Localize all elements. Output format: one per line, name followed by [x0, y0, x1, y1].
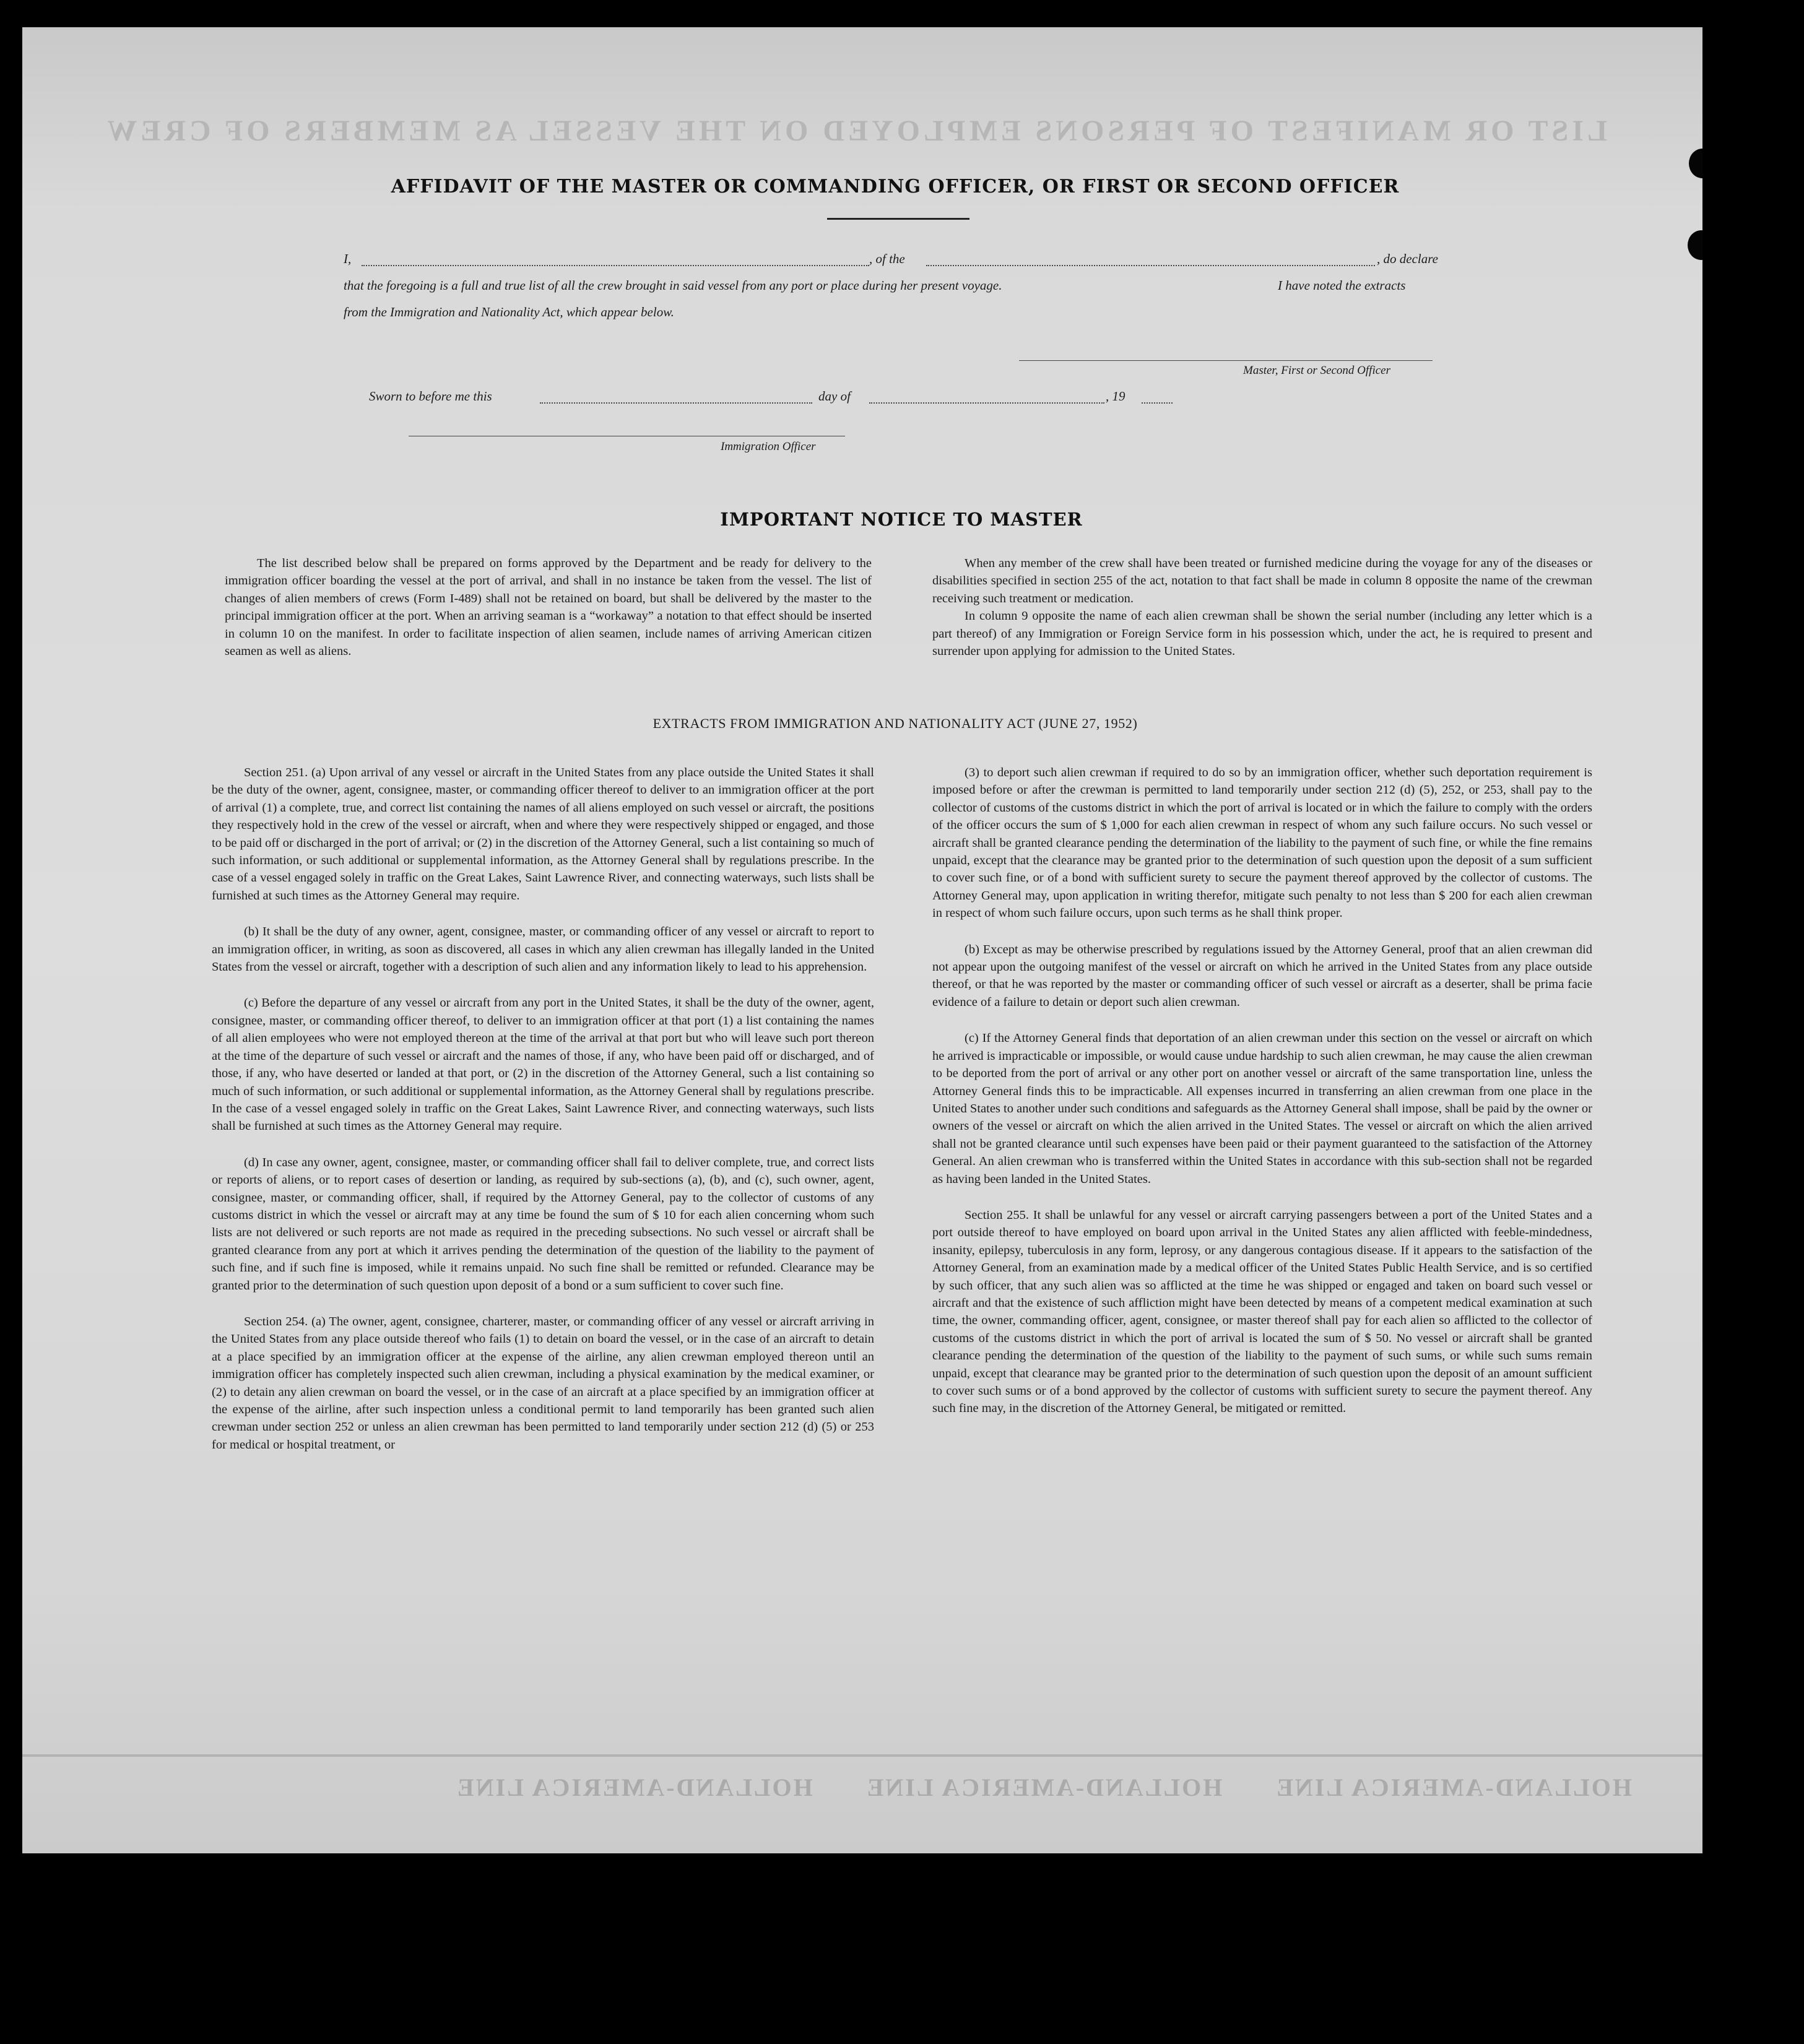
affidavit-statement-cont: from the Immigration and Nationality Act, which appear below.	[344, 305, 674, 319]
extracts-left-column	[212, 764, 874, 1472]
notice-right-column	[932, 555, 1592, 660]
section-254-b: (b) Except as may be otherwise prescribed by regulations issued by the Attorney General, proof that an alien crewman did not appear upon the outgoing manifest of the vessel or aircraft on which he arrived in the United States from any place outside thereof, or that he was reported by the master or commanding officer of such vessel or aircraft as a deserter, shall be prima facie evidence of a failure to detain or deport such alien crewman.	[932, 942, 1592, 1009]
affidavit-statement: that the foregoing is a full and true list of all the crew brought in said vessel from any port or place during her present voyage.	[344, 278, 1002, 293]
section-251-c: (c) Before the departure of any vessel or aircraft from any port in the United States, it shall be the duty of the owner, agent, consignee, master, or commanding officer thereof, to deliver to an immigration officer at that port (1) a list containing the names of all alien employees who were not employed thereon at the time of the arrival at that port but who will leave such port thereon at the time of the departure of such vessel or aircraft and the names of those, if any, who have been paid off or discharged, and of those, if any, who have deserted or landed at that port, or (2) in the discretion of the Attorney General, such a list containing so much of such information, or such additional or supplemental information, as the Attorney General shall by regulations prescribe. In the case of a vessel engaged solely in traffic on the Great Lakes, Saint Lawrence River, and connecting waterways, such lists shall be furnished at such times as the Attorney General may require.	[212, 996, 874, 1133]
declarant-name-line	[362, 265, 869, 266]
year-label: , 19	[1106, 389, 1125, 404]
section-251-b: (b) It shall be the duty of any owner, agent, consignee, master, or commanding officer of any vessel or aircraft to report to an immigration officer, in writing, as soon as discovered, all cases in which any alien crewman has illegally landed in the United States from the vessel or aircraft, together with a description of such alien and any information likely to lead to his apprehension.	[212, 925, 874, 974]
notice-right-text-1: When any member of the crew shall have been treated or furnished medicine during the voyage for any of the diseases or disabilities specified in section 255 of the act, notation to that fact shall be made in column 8 opposite the name of the crewman receiving such treatment or medication.	[932, 556, 1592, 605]
extracts-title: EXTRACTS FROM IMMIGRATION AND NATIONALITY ACT (JUNE 27, 1952)	[653, 716, 1138, 731]
section-254-a-cont: (3) to deport such alien crewman if required to do so by an immigration officer, whether such deportation requirement is imposed before or after the crewman is permitted to land temporarily under section 212 (d) (5), 252, or 253, shall pay to the collector of customs of the customs district in which the port of arrival is located or in which the failure to comply with the orders of the officer occurs the sum of $ 1,000 for each alien crewman in respect of whom any such failure occurs. No such vessel or aircraft shall be granted clearance pending the determination of the liability to the payment of such fine, or while the fine remains unpaid, except that the clearance may be granted prior to the determination of such question upon the deposit of a sum sufficient to cover such fine, or of a bond with sufficient surety to secure the payment thereof approved by the collector of customs. The Attorney General may, upon application in writing therefor, mitigate such penalty to not less than $ 200 for each alien crewman in respect of whom such failure occurs, upon such terms as he shall think proper.	[932, 766, 1592, 920]
notice-right-text-2: In column 9 opposite the name of each alien crewman shall be shown the serial number (including any letter which is a part thereof) of any Immigration or Foreign Service form in his possession which, under the act, he is required to present and surrender upon applying for admission to the United States.	[932, 609, 1592, 659]
affidavit-i-label: I,	[344, 251, 352, 266]
punch-hole	[1689, 149, 1702, 178]
show-through-footer-1: HOLLAND-AMERICA LINE	[1275, 1773, 1632, 1801]
affidavit-of-the-label: , of the	[869, 251, 905, 266]
section-254-a: Section 254. (a) The owner, agent, consignee, charterer, master, or commanding officer of any vessel or aircraft arriving in the United States from any place outside thereof who fails (1) to detain on board the vessel, or in the case of an aircraft to detain at a place specified by an immigration officer at the expense of the airline, any alien crewman employed thereon until an immigration officer has completely inspected such alien crewman, including a physical examination by the medical examiner, or (2) to detain any alien crewman on board the vessel, or in the case of an aircraft at a place specified by an immigration officer at the expense of the airline, after such inspection unless a conditional permit to land temporarily has been granted such alien crewman under section 252 or unless an alien crewman has been permitted to land temporarily under section 212 (d) (5) or 253 for medical or hospital treatment, or	[212, 1314, 874, 1452]
officer-signature-label: Immigration Officer	[721, 440, 816, 453]
affidavit-title: AFFIDAVIT OF THE MASTER OR COMMANDING OFFICER, OR FIRST OR SECOND OFFICER	[391, 176, 1400, 197]
vessel-name-line	[926, 265, 1375, 266]
notice-left-text: The list described below shall be prepared on forms approved by the Department and be ready for delivery to the immigration officer boarding the vessel at the port of arrival, and shall in no instance be taken from the vessel. The list of changes of alien members of crews (Form I-489) shall not be retained on board, but shall be delivered by the master to the principal immigration officer at the port. When an arriving seaman is a “workaway” a notation to that effect should be inserted in column 10 on the manifest. In order to facilitate inspection of alien seamen, include names of arriving American citizen seamen as well as aliens.	[225, 556, 872, 659]
section-251-a: Section 251. (a) Upon arrival of any vessel or aircraft in the United States from any place outside the United States it shall be the duty of the owner, agent, consignee, master, or commanding officer thereof to deliver to an immigration officer at the port of arrival (1) a complete, true, and correct list containing the names of all aliens employed on such vessel or aircraft, the positions they respectively hold in the crew of the vessel or aircraft, when and where they were respectively shipped or engaged, and those to be paid off or discharged in the port of arrival; or (2) in the discretion of the Attorney General, such a list containing so much of such information, or such additional or supplemental information, as the Attorney General shall by regulations prescribe. In the case of a vessel engaged solely in traffic on the Great Lakes, Saint Lawrence River, and connecting waterways, such lists shall be furnished at such times as the Attorney General may require.	[212, 766, 874, 903]
show-through-footer-2: HOLLAND-AMERICA LINE	[865, 1773, 1223, 1801]
sworn-month-line	[869, 402, 1104, 404]
show-through-footer-3: HOLLAND-AMERICA LINE	[456, 1773, 813, 1801]
sworn-year-line	[1142, 402, 1173, 404]
section-255: Section 255. It shall be unlawful for any vessel or aircraft carrying passengers between a port of the United States and a port outside thereof to have employed on board upon arrival in the United States any alien afflicted with feeble-mindedness, insanity, epilepsy, tuberculosis in any form, leprosy, or any dangerous contagious disease. If it appears to the satisfaction of the Attorney General, from an examination made by a medical officer of the United States Public Health Service, and is so certified by such officer, that any such alien was so afflicted at the time he was shipped or engaged and taken on board such vessel or aircraft and that the existence of such affliction might have been detected by means of a competent medical examination at such time, the owner, commanding officer, agent, consignee, or master thereof shall pay for each alien so afflicted to the collector of customs of the customs district in which the port of arrival is located the sum of $ 50. No vessel or aircraft shall be granted clearance pending the determination of the question of the liability to the payment of such sums, or while such sums remain unpaid, except that clearance may be granted prior to the determination of such question upon the deposit of an amount sufficient to cover such sums or of a bond approved by the collector of customs with sufficient surety to secure the payment thereof. Any such fine may, in the discretion of the Attorney General, be mitigated or remitted.	[932, 1208, 1592, 1416]
affidavit-declare-label: , do declare	[1377, 251, 1438, 266]
day-of-label: day of	[818, 389, 851, 404]
punch-hole	[1688, 230, 1702, 260]
fold-line	[22, 1754, 1702, 1757]
sworn-day-line	[540, 402, 812, 404]
notice-left-paragraph	[225, 555, 872, 660]
show-through-footer	[456, 1773, 1632, 1802]
master-signature-line	[1019, 360, 1433, 361]
master-signature-label: Master, First or Second Officer	[1243, 364, 1391, 377]
extracts-right-column	[932, 764, 1592, 1436]
show-through-manifest-title: LIST OR MANIFEST OF PERSONS EMPLOYED ON THE VESSEL AS MEMBERS OF CREW	[103, 115, 1607, 147]
sworn-label: Sworn to before me this	[369, 389, 492, 404]
affidavit-noted-extracts: I have noted the extracts	[1278, 278, 1406, 293]
notice-title: IMPORTANT NOTICE TO MASTER	[720, 509, 1083, 530]
title-rule	[827, 218, 969, 220]
section-251-d: (d) In case any owner, agent, consignee, master, or commanding officer shall fail to deliver complete, true, and correct lists or reports of aliens, or to report cases of desertion or landing, as required by sub-sections (a), (b), and (c), such owner, agent, consignee, master, or commanding officer, shall, if required by the Attorney General, pay to the collector of customs of any customs district in which the vessel or aircraft may at any time be found the sum of $ 10 for each alien concerning whom such lists are not delivered or such reports are not made as required in the preceding subsections. No such vessel or aircraft shall be granted clearance from any port at which it arrives pending the determination of the question of the liability to the payment of such fine, and if such fine is imposed, while it remains unpaid. No such fine shall be remitted or refunded. Clearance may be granted prior to the determination of such question upon deposit of a bond or a sum sufficient to cover such fine.	[212, 1155, 874, 1293]
section-254-c: (c) If the Attorney General finds that deportation of an alien crewman under this section on the vessel or aircraft on which he arrived is impracticable or impossible, or would cause undue hardship to such alien crewman, he may cause the alien crewman to be deported from the port of arrival or any other port on another vessel or aircraft of the same transportation line, unless the Attorney General finds this to be impracticable. All expenses incurred in transferring an alien crewman from one place in the United States to another under such conditions and safeguards as the Attorney General shall impose, shall be paid by the owner or owners of the vessel or aircraft on which the alien arrived in the United States. The vessel or aircraft on which the alien arrived shall not be granted clearance until such expenses have been paid or their payment guaranteed to the satisfaction of the Attorney General. An alien crewman who is transferred within the United States in accordance with this sub-section shall not be regarded as having been landed in the United States.	[932, 1031, 1592, 1186]
document-page	[22, 27, 1702, 1853]
